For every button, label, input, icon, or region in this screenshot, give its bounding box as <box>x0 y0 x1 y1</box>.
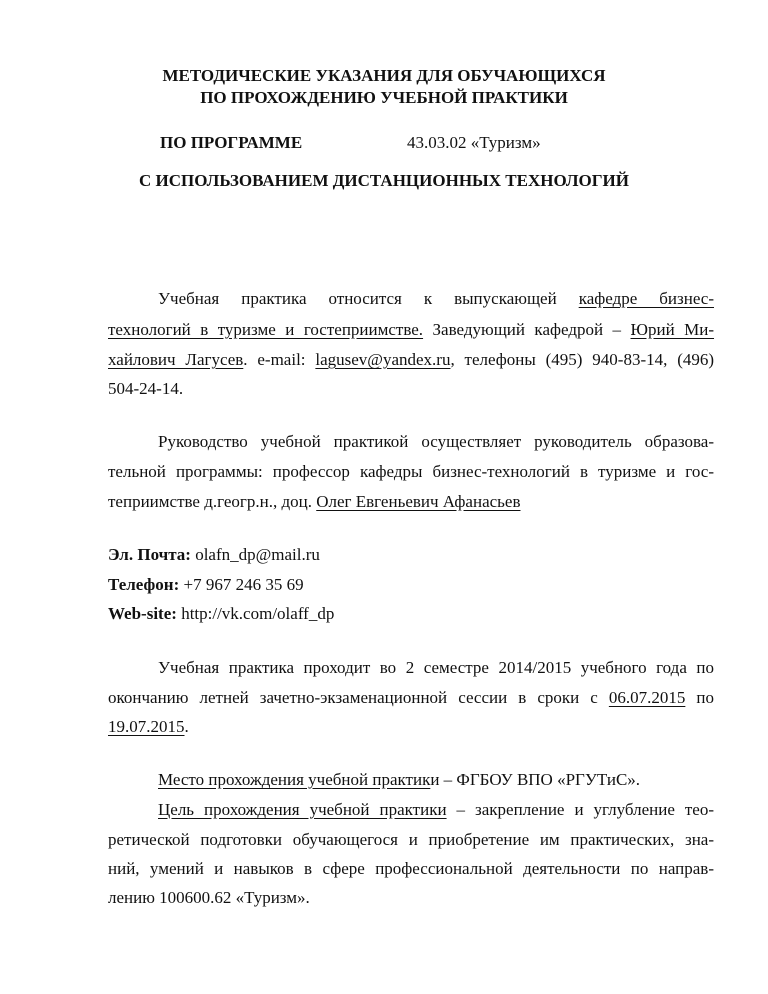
place-label: Место прохождения учебной практик <box>158 770 431 789</box>
p2-line-2: тельной программы: профессор кафедры бизнес-технологий в туризме и гос- <box>108 462 714 481</box>
p2-line-1: Руководство учебной практикой осуществляет руководитель образова- <box>158 432 714 451</box>
phone-value: +7 967 246 35 69 <box>183 575 304 594</box>
head-email-link[interactable]: lagusev@yandex.ru <box>315 350 451 369</box>
goal-line-2: ретической подготовки обучающегося и приобретение им практических, зна- <box>108 830 714 849</box>
start-date: 06.07.2015 <box>608 688 686 707</box>
p3-line-1: Учебная практика проходит во 2 семестре 2014/2015 учебного года по <box>158 658 714 677</box>
p3-text: окончанию летней зачетно-экзаменационной сессии в сроки с <box>108 688 598 707</box>
contact-web-row <box>108 604 334 624</box>
contact-email-row <box>108 545 320 565</box>
phone-label: Телефон: <box>108 575 180 594</box>
goal-line-4: лению 100600.62 «Туризм». <box>108 888 310 907</box>
head-name-link-part-2[interactable]: хайлович Лагусев <box>108 350 244 369</box>
head-name-link-part-1[interactable]: Юрий Ми- <box>630 320 715 339</box>
goal-line-3: ний, умений и навыков в сфере профессиональной деятельности по направ- <box>108 859 714 878</box>
title-line-2: ПО ПРОХОЖДЕНИЮ УЧЕБНОЙ ПРАКТИКИ <box>200 88 568 107</box>
p1-text: , телефоны (495) 940-83-14, (496) <box>450 350 715 369</box>
email-value[interactable]: olafn_dp@mail.ru <box>195 545 320 564</box>
p1-line-1 <box>158 289 714 309</box>
p1-line-4: 504-24-14. <box>108 379 184 398</box>
web-label: Web-site: <box>108 604 177 623</box>
p3-text: . <box>184 717 189 736</box>
p1-line-3 <box>108 350 714 370</box>
place-value: и – ФГБОУ ВПО «РГУТиС». <box>430 770 641 789</box>
title-line-1: МЕТОДИЧЕСКИЕ УКАЗАНИЯ ДЛЯ ОБУЧАЮЩИХСЯ <box>162 66 606 85</box>
email-label: Эл. Почта: <box>108 545 191 564</box>
department-link-part-2[interactable]: технологий в туризме и гостеприимстве. <box>108 320 424 339</box>
place-row <box>158 770 640 790</box>
contact-phone-row <box>108 575 304 595</box>
p2-text: теприимстве д.геогр.н., доц. <box>108 492 312 511</box>
p1-text: . e-mail: <box>243 350 306 369</box>
goal-label: Цель прохождения учебной практики <box>158 800 447 819</box>
p3-line-3 <box>108 717 189 737</box>
goal-text: – закрепление и углубление тео- <box>456 800 714 819</box>
p2-line-3 <box>108 492 521 512</box>
title-line-3: С ИСПОЛЬЗОВАНИЕМ ДИСТАНЦИОННЫХ ТЕХНОЛОГИЙ <box>139 171 629 190</box>
end-date: 19.07.2015 <box>108 717 185 736</box>
p1-line-2 <box>108 320 714 340</box>
p3-text: по <box>696 688 715 707</box>
p1-text: Заведующий кафедрой – <box>432 320 622 339</box>
p1-text: Учебная практика относится к выпускающей <box>158 289 557 308</box>
program-label: ПО ПРОГРАММЕ <box>160 133 303 152</box>
goal-line-1 <box>158 800 714 820</box>
department-link-part-1[interactable]: кафедре бизнес- <box>578 289 714 308</box>
supervisor-name-link[interactable]: Олег Евгеньевич Афанасьев <box>316 492 521 511</box>
program-value: 43.03.02 «Туризм» <box>407 133 541 152</box>
p3-line-2 <box>108 688 714 708</box>
web-value[interactable]: http://vk.com/olaff_dp <box>181 604 335 623</box>
